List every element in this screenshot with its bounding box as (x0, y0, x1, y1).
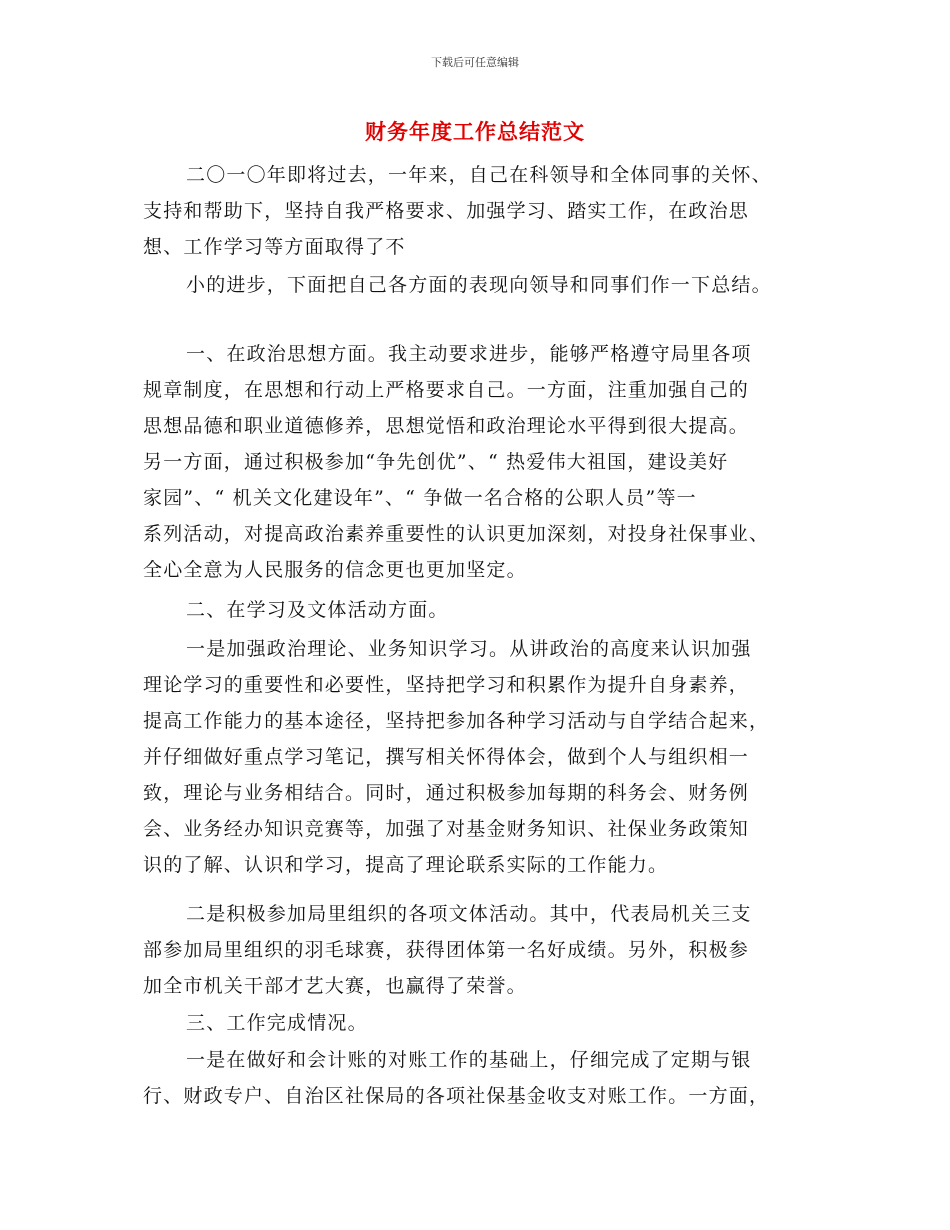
paragraph-line: 识的了解、认识和学习，提高了理论联系实际的工作能力。 (143, 854, 669, 876)
paragraph-line: 三、工作完成情况。 (186, 1012, 368, 1034)
paragraph-line: 规章制度，在思想和行动上严格要求自己。一方面，注重加强自己的 (143, 379, 750, 401)
paragraph-line: 二〇一〇年即将过去，一年来，自己在科领导和全体同事的关怀、 (186, 164, 772, 186)
paragraph-line: 一、在政治思想方面。我主动要求进步，能够严格遵守局里各项 (186, 343, 752, 365)
paragraph-line: 小的进步，下面把自己各方面的表现向领导和同事们作一下总结。 (186, 274, 772, 296)
paragraph-3 (0, 336, 769, 588)
paragraph-2 (0, 267, 772, 303)
paragraph-line: 另一方面，通过积极参加“争先创优”、“ 热爱伟大祖国，建设美好 (143, 451, 729, 473)
paragraph-line: 想、工作学习等方面取得了不 (143, 236, 406, 258)
paragraph-line: 支持和帮助下，坚持自我严格要求、加强学习、踏实工作，在政治思 (143, 200, 750, 222)
paragraph-line: 家园”、“ 机关文化建设年”、“ 争做一名合格的公职人员”等一 (143, 487, 697, 509)
paragraph-line: 致，理论与业务相结合。同时，通过积极参加每期的科务会、财务例 (143, 782, 750, 804)
paragraph-line: 理论学习的重要性和必要性，坚持把学习和积累作为提升自身素养， (143, 674, 750, 696)
paragraph-line: 思想品德和职业道德修养，思想觉悟和政治理论水平得到很大提高。 (143, 415, 750, 437)
paragraph-4 (0, 592, 449, 628)
paragraph-line: 系列活动，对提高政治素养重要性的认识更加深刻，对投身社保事业、 (143, 523, 770, 545)
page-header-note: 下载后可任意编辑 (431, 56, 519, 69)
paragraph-line: 加全市机关干部才艺大赛，也赢得了荣誉。 (143, 975, 527, 997)
paragraph-8 (0, 1042, 769, 1114)
paragraph-1 (0, 157, 772, 265)
paragraph-line: 一是加强政治理论、业务知识学习。从讲政治的高度来认识加强 (186, 638, 752, 660)
document-title: 财务年度工作总结范文 (365, 119, 585, 144)
paragraph-line: 并仔细做好重点学习笔记，撰写相关怀得体会，做到个人与组织相一 (143, 746, 750, 768)
paragraph-line: 一是在做好和会计账的对账工作的基础上，仔细完成了定期与银 (186, 1049, 752, 1071)
paragraph-line: 会、业务经办知识竞赛等，加强了对基金财务知识、社保业务政策知 (143, 818, 750, 840)
paragraph-line: 行、财政专户、自治区社保局的各项社保基金收支对账工作。一方面， (143, 1085, 770, 1107)
paragraph-7 (0, 1005, 368, 1041)
paragraph-line: 二、在学习及文体活动方面。 (186, 599, 449, 621)
paragraph-5 (0, 631, 769, 883)
paragraph-line: 提高工作能力的基本途径，坚持把参加各种学习活动与自学结合起来， (143, 710, 770, 732)
paragraph-6 (0, 896, 752, 1004)
paragraph-line: 二是积极参加局里组织的各项文体活动。其中，代表局机关三支 (186, 903, 752, 925)
paragraph-line: 全心全意为人民服务的信念更也更加坚定。 (143, 559, 527, 581)
paragraph-line: 部参加局里组织的羽毛球赛，获得团体第一名好成绩。另外，积极参 (143, 939, 750, 961)
